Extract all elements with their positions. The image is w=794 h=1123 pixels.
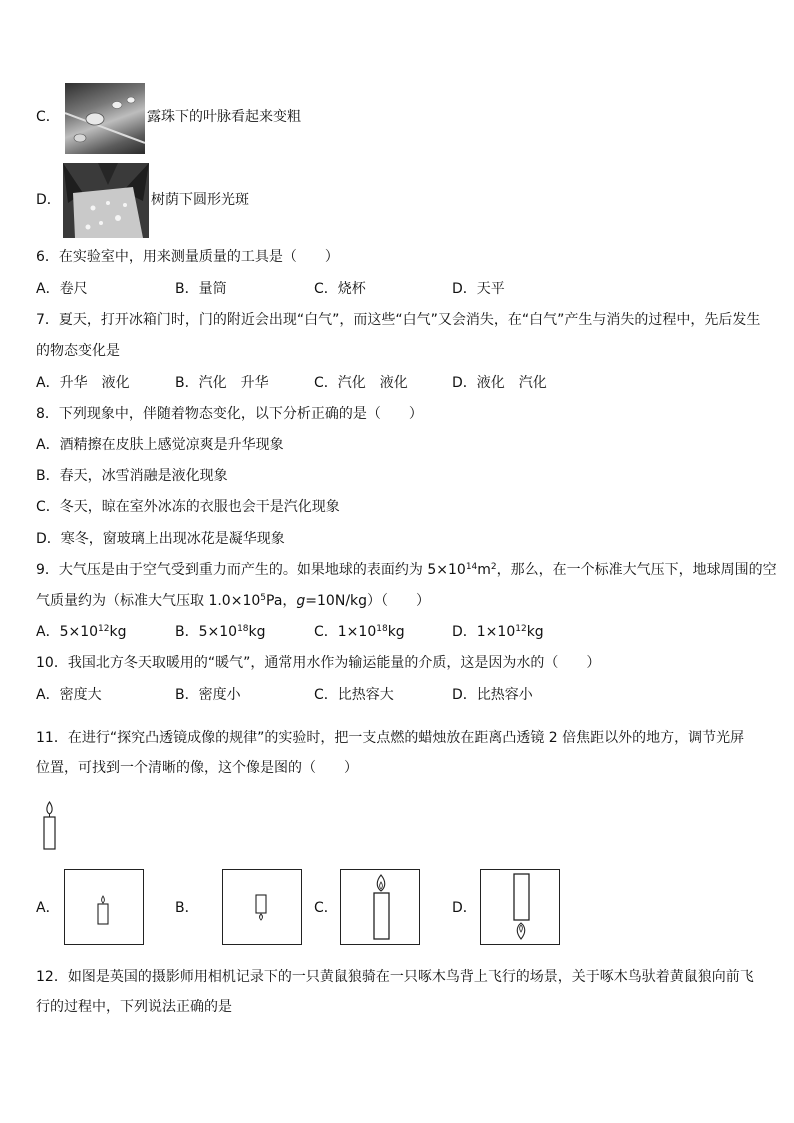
reference-candle-icon (40, 800, 60, 852)
q9-stem-line1: 9．大气压是由于空气受到重力而产生的。如果地球的表面约为 $5\times 10^{14}m^2$，那么，在一个标准大气压下，地球周围的空 (36, 562, 777, 578)
q5-option-d-text: 树荫下圆形光斑 (151, 192, 249, 208)
q7-option-d[interactable]: D．液化 汽化 (452, 375, 547, 391)
q10-stem: 10．我国北方冬天取暖用的“暖气”，通常用水作为输运能量的介质，这是因为水的（ ） (36, 655, 601, 671)
q10-option-c[interactable]: C．比热容大 (314, 687, 394, 703)
q6-option-c[interactable]: C．烧杯 (314, 281, 366, 297)
q8-option-c[interactable]: C．冬天，晾在室外冰冻的衣服也会干是汽化现象 (36, 499, 340, 515)
small-upright-candle-icon (65, 870, 143, 944)
q7-option-c[interactable]: C．汽化 液化 (314, 375, 408, 391)
q9-option-b[interactable]: B．$5\times 10^{18}kg$ (175, 624, 266, 640)
q7-stem-line2: 的物态变化是 (36, 343, 120, 359)
q6-option-a[interactable]: A．卷尺 (36, 281, 88, 297)
q7-option-a[interactable]: A．升华 液化 (36, 375, 130, 391)
q8-stem: 8．下列现象中，伴随着物态变化，以下分析正确的是（ ） (36, 406, 423, 422)
q10-option-b[interactable]: B．密度小 (175, 687, 241, 703)
q11-option-a-label[interactable]: A． (36, 900, 60, 916)
dew-drops-image (65, 83, 145, 154)
q11-option-b-box[interactable] (222, 869, 302, 945)
tree-shade-photo (63, 163, 149, 238)
q11-option-d-label[interactable]: D． (452, 900, 477, 916)
dew-leaf-photo (65, 83, 145, 154)
q6-stem: 6．在实验室中，用来测量质量的工具是（ ） (36, 249, 339, 265)
q5-option-c-text: 露珠下的叶脉看起来变粗 (147, 109, 301, 125)
q6-option-d[interactable]: D．天平 (452, 281, 505, 297)
q9-stem-line2: 气质量约为（标准大气压取 $1.0\times 10^5Pa$，g=10N/kg）（ ） (36, 593, 431, 609)
large-inverted-candle-icon (481, 870, 559, 944)
q10-option-a[interactable]: A．密度大 (36, 687, 102, 703)
q11-option-c-box[interactable] (340, 869, 420, 945)
light-spots-image (63, 163, 149, 238)
q9-option-d[interactable]: D．$1\times 10^{12}kg$ (452, 624, 544, 640)
q11-option-c-label[interactable]: C． (314, 900, 338, 916)
q6-option-b[interactable]: B．量筒 (175, 281, 227, 297)
large-upright-candle-icon (341, 870, 419, 944)
q7-stem-line1: 7．夏天，打开冰箱门时，门的附近会出现“白气”，而这些“白气”又会消失，在“白气”产生与消失的过程中，先后发生 (36, 312, 761, 328)
q9-option-c[interactable]: C．$1\times 10^{18}kg$ (314, 624, 405, 640)
q9-option-a[interactable]: A．$5\times 10^{12}kg$ (36, 624, 127, 640)
q7-option-b[interactable]: B．汽化 升华 (175, 375, 269, 391)
q5-option-d-label: D． (36, 192, 61, 208)
small-inverted-candle-icon (223, 870, 301, 944)
q11-stem-line1: 11．在进行“探究凸透镜成像的规律”的实验时，把一支点燃的蜡烛放在距离凸透镜 2 倍焦距以外的地方，调节光屏 (36, 730, 745, 746)
q11-option-b-label[interactable]: B． (175, 900, 199, 916)
q11-option-d-box[interactable] (480, 869, 560, 945)
q5-option-c-label: C． (36, 109, 60, 125)
q10-option-d[interactable]: D．比热容小 (452, 687, 533, 703)
q11-option-a-box[interactable] (64, 869, 144, 945)
q12-stem-line1: 12．如图是英国的摄影师用相机记录下的一只黄鼠狼骑在一只啄木鸟背上飞行的场景，关于啄木鸟驮着黄鼠狼向前飞 (36, 969, 754, 985)
q8-option-a[interactable]: A．酒精擦在皮肤上感觉凉爽是升华现象 (36, 437, 284, 453)
q8-option-b[interactable]: B．春天，冰雪消融是液化现象 (36, 468, 228, 484)
q8-option-d[interactable]: D．寒冬，窗玻璃上出现冰花是凝华现象 (36, 531, 285, 547)
q11-stem-line2: 位置，可找到一个清晰的像，这个像是图的（ ） (36, 760, 358, 776)
q12-stem-line2: 行的过程中，下列说法正确的是 (36, 999, 232, 1015)
